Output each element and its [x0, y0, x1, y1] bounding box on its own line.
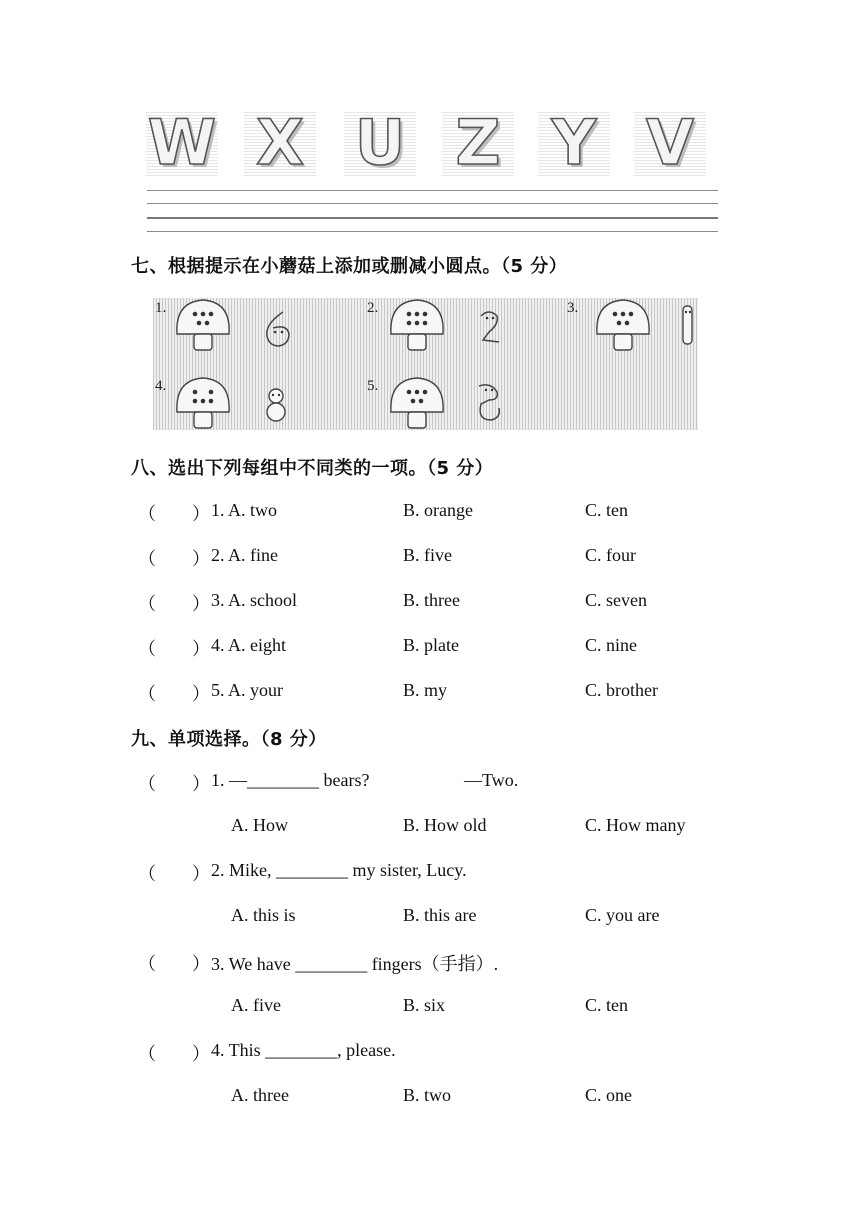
option-b: B. How old — [403, 815, 487, 835]
question-stem: 4. This ________, please. — [211, 1040, 396, 1060]
number-character-8 — [267, 389, 285, 421]
answer-paren-left[interactable]: （ — [138, 954, 156, 974]
option-b: B. my — [403, 680, 448, 700]
letter-banner — [140, 106, 720, 180]
option-b: B. orange — [403, 500, 473, 520]
answer-paren-left[interactable]: （ — [138, 774, 156, 794]
option-c: C. nine — [585, 635, 637, 655]
option-a: A. this is — [231, 905, 296, 925]
letter-u: U — [344, 112, 416, 176]
option-b: B. five — [403, 545, 452, 565]
answer-paren-right: ） — [192, 594, 210, 614]
question-stem-row — [0, 860, 860, 884]
question-row — [0, 545, 860, 569]
option-b: B. two — [403, 1085, 452, 1105]
option-a: 2. A. fine — [211, 545, 278, 565]
mushroom-number: 4. — [155, 378, 167, 394]
letter-x: X — [244, 112, 316, 176]
option-a: A. three — [231, 1085, 289, 1105]
question-row — [0, 635, 860, 659]
number-character-2 — [481, 312, 499, 342]
options-row — [0, 815, 860, 839]
section8-title: 八、选出下列每组中不同类的一项。（5 分） — [131, 458, 494, 479]
question-stem: 3. We have ________ fingers（手指）. — [211, 954, 499, 974]
option-c: C. ten — [585, 995, 628, 1015]
answer-paren-right: ） — [192, 864, 210, 884]
option-a: A. five — [231, 995, 281, 1015]
answer-paren-left[interactable]: （ — [138, 684, 156, 704]
option-c: C. you are — [585, 905, 660, 925]
answer-paren-left[interactable]: （ — [138, 504, 156, 524]
letter-w: W — [147, 106, 217, 179]
answer-paren-left[interactable]: （ — [138, 864, 156, 884]
option-b: B. this are — [403, 905, 477, 925]
mushroom-5 — [391, 378, 443, 428]
option-c: C. How many — [585, 815, 686, 835]
option-c: C. brother — [585, 680, 658, 700]
number-character-1 — [683, 306, 692, 344]
mushroom-illustrations — [153, 298, 698, 430]
option-a: A. How — [231, 815, 288, 835]
answer-paren-right: ） — [192, 1044, 210, 1064]
answer-paren-left[interactable]: （ — [138, 639, 156, 659]
option-b: B. six — [403, 995, 446, 1015]
question-row — [0, 500, 860, 524]
question-row — [0, 590, 860, 614]
mushroom-number: 5. — [367, 378, 379, 394]
mushroom-number: 3. — [567, 300, 579, 316]
options-row — [0, 1085, 860, 1109]
option-c: C. one — [585, 1085, 632, 1105]
option-a: 3. A. school — [211, 590, 298, 610]
mushroom-4 — [177, 378, 229, 428]
question-row — [0, 680, 860, 704]
option-c: C. four — [585, 545, 636, 565]
options-row — [0, 995, 860, 1019]
mushroom-1 — [177, 300, 229, 350]
question-stem: 2. Mike, ________ my sister, Lucy. — [211, 860, 467, 880]
answer-paren-right: ） — [192, 954, 210, 974]
option-c: C. ten — [585, 500, 628, 520]
section7-title: 七、根据提示在小蘑菇上添加或删减小圆点。（5 分） — [131, 256, 568, 277]
option-a: 1. A. two — [211, 500, 278, 520]
answer-paren-left[interactable]: （ — [138, 1044, 156, 1064]
question-answer: —Two. — [464, 770, 519, 790]
mushroom-number: 1. — [155, 300, 167, 316]
letter-y: Y — [538, 112, 610, 176]
answer-paren-right: ） — [192, 504, 210, 524]
answer-paren-right: ） — [192, 774, 210, 794]
letter-z: Z — [442, 112, 514, 176]
option-c: C. seven — [585, 590, 647, 610]
mushroom-panel — [153, 298, 698, 430]
option-a: 5. A. your — [211, 680, 283, 700]
question-stem-row — [0, 950, 860, 974]
number-character-6 — [267, 312, 289, 346]
mushroom-number: 2. — [367, 300, 379, 316]
section9-title: 九、单项选择。（8 分） — [131, 729, 327, 750]
answer-paren-left[interactable]: （ — [138, 594, 156, 614]
answer-paren-left[interactable]: （ — [138, 549, 156, 569]
question-stem: 1. —________ bears? — [211, 770, 370, 790]
option-a: 4. A. eight — [211, 635, 286, 655]
answer-paren-right: ） — [192, 684, 210, 704]
question-stem-row — [0, 1040, 860, 1064]
question-stem-row — [0, 770, 860, 794]
mushroom-3 — [597, 300, 649, 350]
letter-v: V — [634, 112, 706, 176]
answer-paren-right: ） — [192, 639, 210, 659]
number-character-5 — [479, 385, 499, 420]
answer-paren-right: ） — [192, 549, 210, 569]
option-b: B. three — [403, 590, 460, 610]
options-row — [0, 905, 860, 929]
option-b: B. plate — [403, 635, 459, 655]
mushroom-2 — [391, 300, 443, 350]
